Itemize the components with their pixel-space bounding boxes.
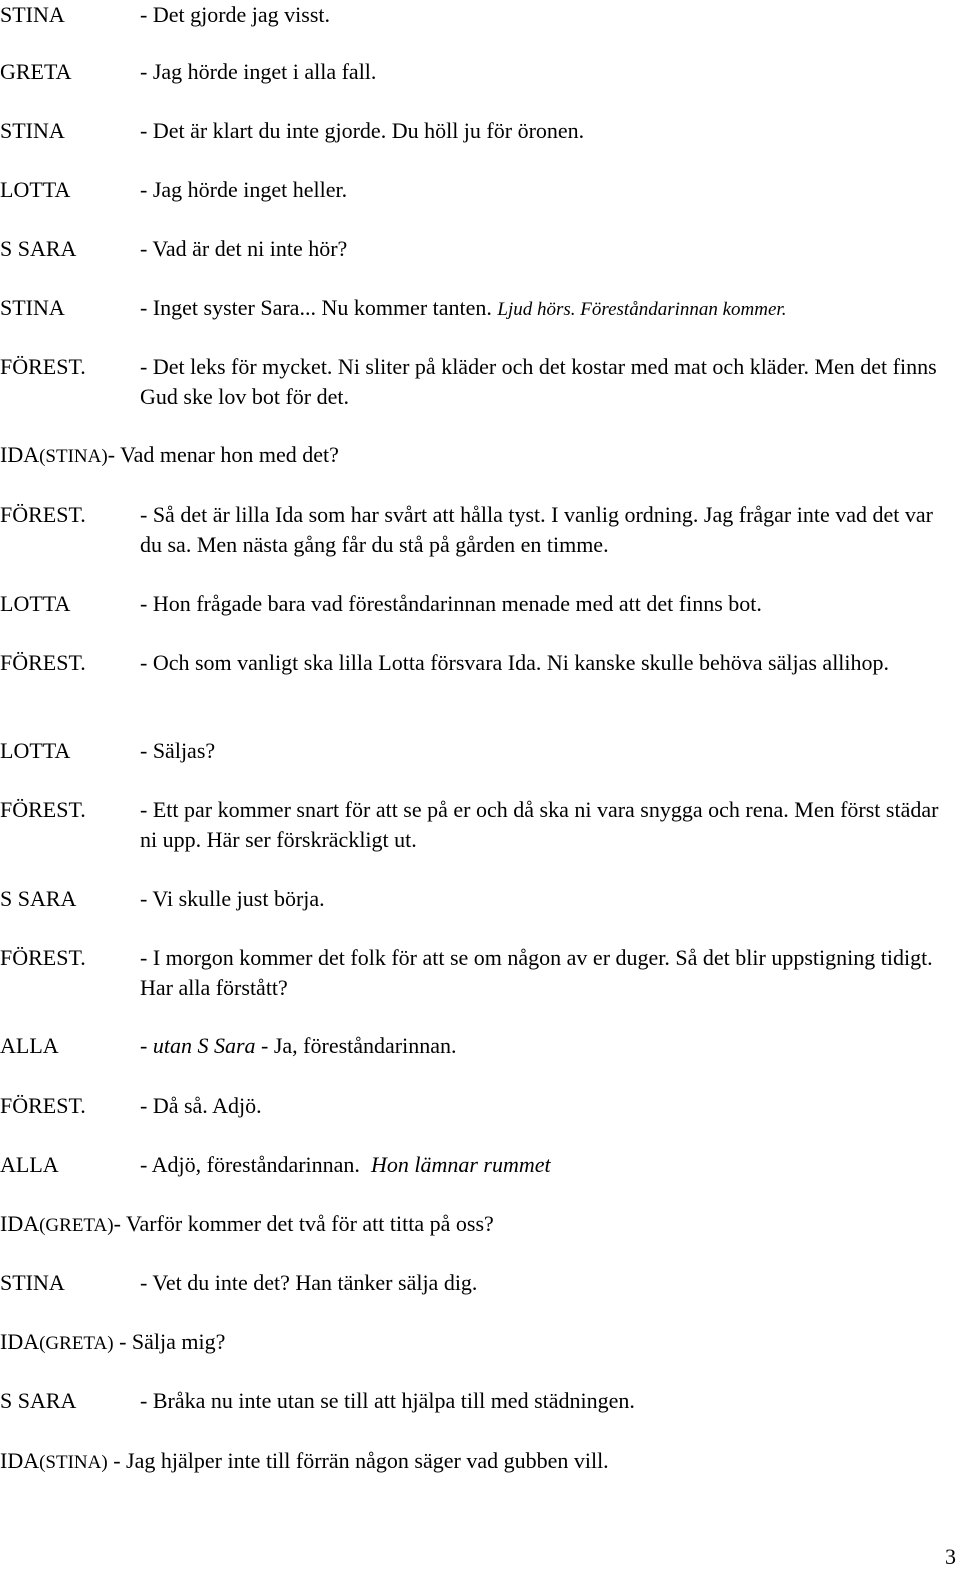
dialogue-text: - Bråka nu inte utan se till att hjälpa till med städningen. bbox=[140, 1388, 635, 1413]
speaker-inline bbox=[0, 440, 339, 472]
speaker-name: S SARA bbox=[0, 886, 77, 911]
stage-direction: Hon lämnar rummet bbox=[370, 1152, 551, 1177]
speaker-name: ALLA bbox=[0, 1152, 59, 1177]
dialogue-text: - Jag hörde inget i alla fall. bbox=[140, 59, 377, 84]
dialogue-text bbox=[140, 1150, 955, 1180]
dialogue-text: - Ja, föreståndarinnan. bbox=[255, 1033, 457, 1058]
speaker-name: GRETA bbox=[0, 59, 72, 84]
dialogue-text: - Vad menar hon med det? bbox=[107, 442, 339, 467]
speaker-name: FÖREST. bbox=[0, 1093, 86, 1118]
dialogue-text: - Jag hörde inget heller. bbox=[140, 177, 348, 202]
dialogue-text: - Hon frågade bara vad föreståndarinnan menade med att det finns bot. bbox=[140, 591, 762, 616]
speaker-name: IDA bbox=[0, 1448, 40, 1473]
dialogue-text: - Så det är lilla Ida som har svårt att hålla tyst. I vanlig ordning. Jag frågar inte vad det var du sa. Men nästa gång får du stå på gården en timme. bbox=[140, 502, 933, 557]
dash-prefix: - bbox=[140, 1033, 153, 1058]
dialogue-text: - Vad är det ni inte hör? bbox=[140, 236, 348, 261]
dialogue-text bbox=[140, 293, 955, 325]
speaker-name: LOTTA bbox=[0, 177, 71, 202]
dialogue-text: - Vet du inte det? Han tänker sälja dig. bbox=[140, 1270, 478, 1295]
dialogue-text: - I morgon kommer det folk för att se om någon av er duger. Så det blir uppstigning tidigt. Har alla förstått? bbox=[140, 945, 933, 1000]
speaker-name: STINA bbox=[0, 2, 65, 27]
dialogue-text: - Vi skulle just börja. bbox=[140, 886, 325, 911]
speaker-name: IDA bbox=[0, 442, 40, 467]
speaker-name: S SARA bbox=[0, 1388, 77, 1413]
speaker-name: STINA bbox=[0, 1270, 65, 1295]
speaker-inline bbox=[0, 1209, 494, 1241]
speaker-name: FÖREST. bbox=[0, 797, 86, 822]
stage-direction: utan S Sara bbox=[152, 1033, 256, 1058]
speaker-name: S SARA bbox=[0, 236, 77, 261]
speaker-name: IDA bbox=[0, 1329, 40, 1354]
speaker-note: (STINA) bbox=[39, 446, 108, 467]
speaker-note: (GRETA) bbox=[39, 1333, 114, 1354]
speaker-inline bbox=[0, 1327, 225, 1359]
speaker-note: (GRETA) bbox=[39, 1215, 114, 1236]
speaker-note: (STINA) bbox=[39, 1452, 108, 1473]
stage-direction: Ljud hörs. Föreståndarinnan kommer. bbox=[497, 299, 787, 320]
speaker-name: FÖREST. bbox=[0, 945, 86, 970]
dialogue-text: - Jag hjälper inte till förrän någon säger vad gubben vill. bbox=[107, 1448, 609, 1473]
dialogue-text: - Och som vanligt ska lilla Lotta försvara Ida. Ni kanske skulle behöva säljas allihop. bbox=[140, 650, 890, 675]
page-number: 3 bbox=[945, 1544, 956, 1569]
dialogue-text: - Det är klart du inte gjorde. Du höll ju för öronen. bbox=[140, 118, 585, 143]
dialogue-text: - Säljas? bbox=[140, 738, 216, 763]
speaker-name: ALLA bbox=[0, 1033, 59, 1058]
dialogue-text: - Inget syster Sara... Nu kommer tanten. bbox=[140, 295, 492, 320]
speaker-name: LOTTA bbox=[0, 738, 71, 763]
dialogue-text: - Sälja mig? bbox=[113, 1329, 226, 1354]
dialogue-text: - Det gjorde jag visst. bbox=[140, 2, 331, 27]
speaker-name: FÖREST. bbox=[0, 354, 86, 379]
speaker-name: FÖREST. bbox=[0, 502, 86, 527]
dialogue-text: - Varför kommer det två för att titta på oss? bbox=[113, 1211, 494, 1236]
dialogue-text: - Då så. Adjö. bbox=[140, 1093, 262, 1118]
speaker-name: STINA bbox=[0, 295, 65, 320]
speaker-inline bbox=[0, 1446, 609, 1478]
speaker-name: STINA bbox=[0, 118, 65, 143]
speaker-name: IDA bbox=[0, 1211, 40, 1236]
dialogue-text: - Ett par kommer snart för att se på er och då ska ni vara snygga och rena. Men först städar ni upp. Här ser förskräckligt ut. bbox=[140, 797, 939, 852]
dialogue-text: - Det leks för mycket. Ni sliter på kläder och det kostar med mat och kläder. Men det finns Gud ske lov bot för det. bbox=[140, 354, 937, 409]
speaker-name: LOTTA bbox=[0, 591, 71, 616]
speaker-name: FÖREST. bbox=[0, 650, 86, 675]
dialogue-text bbox=[140, 1031, 955, 1061]
dialogue-text: - Adjö, föreståndarinnan. bbox=[140, 1152, 360, 1177]
